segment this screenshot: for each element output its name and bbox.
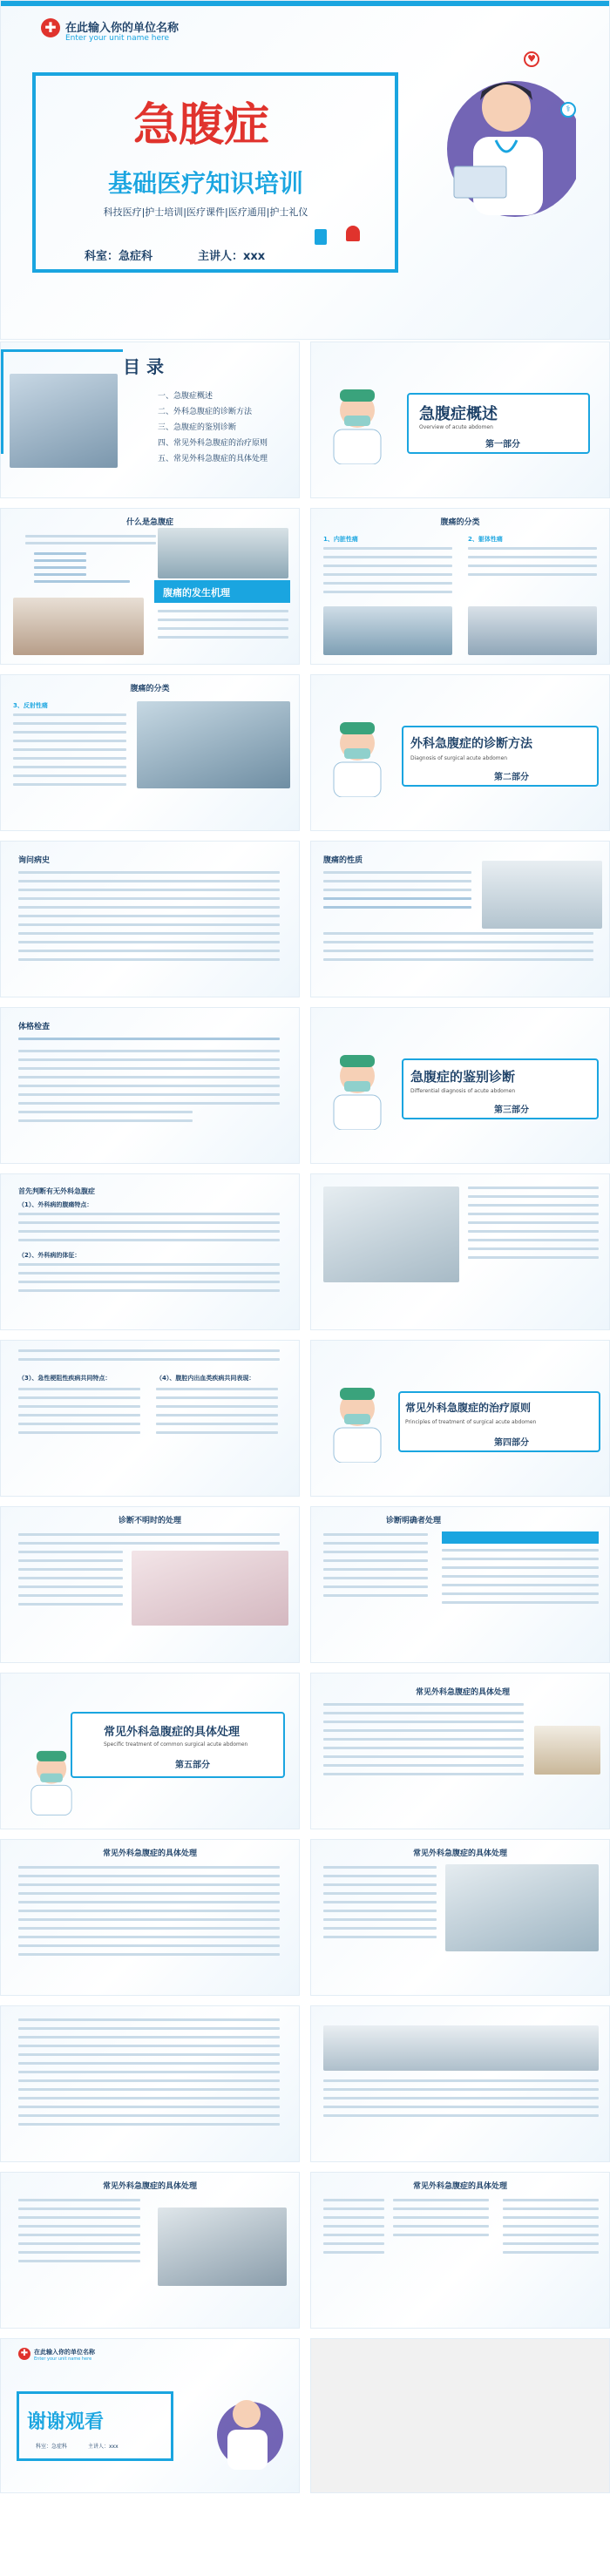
section-part: 第四部分 [494,1438,529,1448]
classification-slide[interactable] [310,508,610,665]
section-part: 第五部分 [175,1761,210,1770]
surgery-photo [323,606,452,655]
closing-unit-name-en: Enter your unit name here [34,2356,92,2362]
slide-title: 体格检查 [18,1023,51,1031]
hospital-logo-icon: ✚ [18,2348,30,2360]
toc-item-4[interactable]: 四、常见外科急腹症的治疗原则 [158,439,268,448]
laptop-photo [158,2208,287,2286]
medicine-photo [534,1726,600,1775]
siren-icon [346,226,360,241]
mechanism-title: 腹痛的发生机理 [163,587,230,598]
section-slide-4[interactable] [310,1340,610,1497]
pill-bottle-icon [315,229,327,245]
slide-title: 常见外科急腹症的具体处理 [102,1849,197,1858]
first-judge-slide[interactable] [0,1173,300,1330]
doctor-avatar [327,719,388,797]
nature-slide[interactable] [310,841,610,997]
specific7-slide[interactable] [310,2172,610,2329]
section-slide-2[interactable] [310,674,610,831]
unit-name: 在此输入你的单位名称 [65,22,180,35]
visceral-heading: 1、内脏性痛 [323,536,358,543]
section-en: Principles of treatment of surgical acute abdomen [405,1419,537,1425]
section-part: 第三部分 [494,1105,529,1115]
stethoscope-icon: ⚕ [560,102,576,118]
closing-speaker: 主讲人：xxx [88,2444,119,2450]
specific5-slide[interactable] [310,2005,610,2162]
closing-slide[interactable] [0,2338,300,2493]
specific4-slide[interactable] [0,2005,300,2162]
exam-slide[interactable] [0,1007,300,1164]
doctor-avatar [327,1384,388,1463]
somatic-heading: 2、躯体性痛 [468,536,503,543]
doctor-avatar [25,1747,78,1816]
doctor-avatar [327,1051,388,1130]
toc-item-5[interactable]: 五、常见外科急腹症的具体处理 [158,455,268,463]
specific2-slide[interactable] [0,1839,300,1996]
section-title: 外科急腹症的诊断方法 [410,737,532,751]
slide-title: 常见外科急腹症的具体处理 [412,2182,507,2191]
slide-title: 首先判断有无外科急腹症 [18,1187,95,1195]
specific1-slide[interactable] [310,1673,610,1829]
cover-slide[interactable] [0,0,610,340]
section-part: 第二部分 [494,773,529,782]
section-en: Diagnosis of surgical acute abdomen [410,755,508,761]
section-slide-1[interactable] [310,341,610,498]
instruments-photo [482,861,602,929]
operating-room-photo [137,701,290,788]
slide-title: 什么是急腹症 [125,518,173,527]
bleeding-heading: （4）、腹腔内出血类疾病共同表现： [156,1375,255,1382]
doctor-photo [445,1864,599,1951]
referred-heading: 3、反射性痛 [13,702,48,709]
closing-unit-name: 在此输入你的单位名称 [34,2349,95,2356]
thanks-title: 谢谢观看 [27,2411,105,2433]
toc-item-2[interactable]: 二、外科急腹症的诊断方法 [158,408,253,416]
main-title: 急腹症 [132,99,269,152]
classification2-slide[interactable] [0,674,300,831]
section-en: Differential diagnosis of acute abdomen [410,1088,516,1094]
slide-title: 询问病史 [18,856,51,865]
specific6-slide[interactable] [0,2172,300,2329]
toc-slide[interactable] [0,341,300,498]
hospital-logo-icon: ✚ [41,18,60,37]
dept-label: 科室：急症科 [85,250,153,263]
unit-name-en: Enter your unit name here [65,34,170,43]
closing-dept: 科室：急症科 [36,2444,68,2450]
toc-item-3[interactable]: 三、急腹症的鉴别诊断 [158,423,237,432]
pain-photo [13,598,144,655]
tagline: 科技医疗|护士培训|医疗课件|医疗通用|护士礼仪 [103,206,308,218]
section-part: 第一部分 [485,440,520,450]
slide-title: 常见外科急腹症的具体处理 [102,2182,197,2191]
section-en: Overview of acute abdomen [419,424,493,430]
doctor-illustration [419,53,576,219]
slide-title: 腹痛的分类 [440,518,480,527]
slide-title: 诊断明确者处理 [386,1517,442,1525]
symptom-heading: （1）、外科病的腹痛特点： [18,1201,93,1208]
ward-photo [468,606,597,655]
sign-heading: （2）、外科病的体征： [18,1252,81,1259]
equipment-photo [323,2025,599,2071]
specific3-slide[interactable] [310,1839,610,1996]
test-tubes-photo [323,1187,459,1282]
doctor-illustration [207,2384,285,2471]
diag-unclear-slide[interactable] [0,1506,300,1663]
blank-slide [310,2338,610,2493]
section-title: 急腹症概述 [419,405,498,423]
section-title: 急腹症的鉴别诊断 [410,1069,516,1085]
what-is-slide[interactable] [0,508,300,665]
speaker-label: 主讲人：xxx [198,250,266,263]
toc-title: 目 录 [123,356,164,377]
doctor-avatar [327,386,388,464]
slide-title: 诊断不明时的处理 [118,1517,181,1525]
slide-title: 常见外科急腹症的具体处理 [412,1849,507,1858]
features-slide[interactable] [0,1340,300,1497]
section-en: Specific treatment of common surgical acute abdomen [104,1741,248,1748]
section-title: 常见外科急腹症的治疗原则 [405,1402,532,1414]
pills-photo [132,1551,288,1626]
slide-title: 常见外科急腹症的具体处理 [416,1688,511,1697]
diff-diagnosis-slide[interactable] [310,1173,610,1330]
diag-clear-slide[interactable] [310,1506,610,1663]
section-slide-3[interactable] [310,1007,610,1164]
slide-title: 腹痛的分类 [130,685,170,693]
heart-icon: ♥ [524,51,539,67]
history-slide[interactable] [0,841,300,997]
section-title: 常见外科急腹症的具体处理 [104,1726,241,1739]
subtitle: 基础医疗知识培训 [107,169,303,198]
slide-title: 腹痛的性质 [323,856,363,865]
toc-item-1[interactable]: 一、急腹症概述 [158,392,214,401]
obstruction-heading: （3）、急性梗阻性疾病共同特点： [18,1375,112,1382]
hospital-photo [158,528,288,578]
section-slide-5[interactable] [0,1673,300,1829]
